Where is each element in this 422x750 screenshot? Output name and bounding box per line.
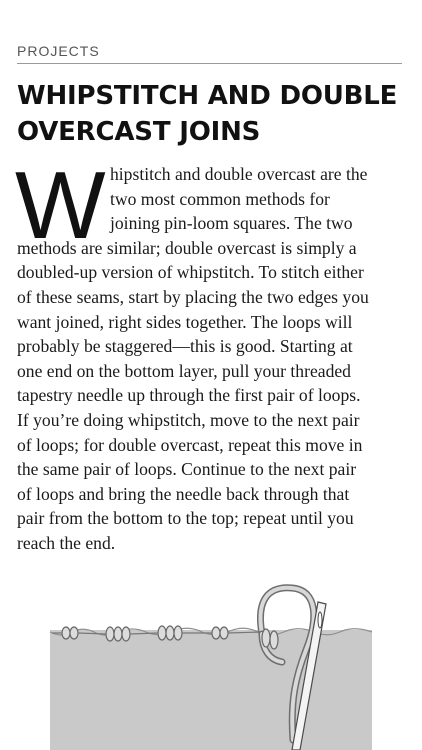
body-line: hipstitch and double overcast are the [110,164,368,184]
body-line: want joined, right sides together. The loops will [17,311,353,332]
body-line: joining pin-loom squares. The two [110,213,353,234]
article-title [17,78,407,150]
body-line: pair from the bottom to the top; repeat until you [17,508,354,529]
title-line-2: OVERCAST JOINS [17,117,261,147]
drop-cap: W [15,152,106,259]
body-line: reach the end. [17,532,116,553]
body-line: of loops; for double overcast, repeat this move in [17,434,363,455]
body-line: the same pair of loops. Continue to the next pair [17,459,357,480]
body-line: tapestry needle up through the first pair of loops. [17,385,361,406]
body-line: methods are similar; double overcast is simply a [17,237,357,258]
body-line: doubled-up version of whipstitch. To stitch either [17,262,364,283]
whipstitch-needle-illustration [0,580,422,750]
body-line: one end on the bottom layer, pull your threaded [17,360,351,381]
body-line: If you’re doing whipstitch, move to the next pair [17,409,360,430]
body-line: probably be staggered—this is good. Starting at [17,336,353,357]
section-label: PROJECTS [17,43,100,59]
fabric-panel [50,630,372,750]
title-line-1: WHIPSTITCH AND DOUBLE [17,81,398,111]
body-line: of these seams, start by placing the two edges you [17,286,369,307]
header-divider [17,63,402,64]
body-line: two most common methods for [110,188,330,209]
article-body [17,162,409,556]
body-line: of loops and bring the needle back through that [17,483,350,504]
